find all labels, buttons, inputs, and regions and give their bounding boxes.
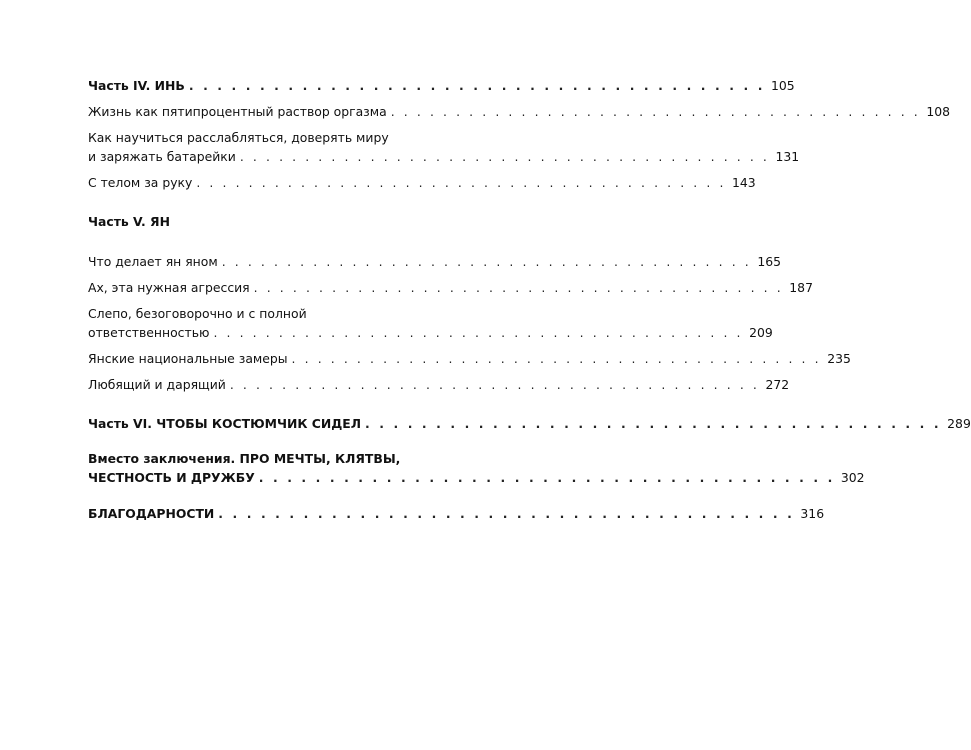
toc-entry-title: Часть IV. ИНЬ xyxy=(88,78,185,93)
toc-entry xyxy=(88,278,813,297)
toc-entry-title: Янские национальные замеры xyxy=(88,351,288,366)
toc-entry-title: и заряжать батарейки xyxy=(88,149,236,164)
toc-entry xyxy=(88,128,800,166)
toc-leader-dots: . . . . . . . . . . . . . . . . . . . . . . . . . . . . . . . . . . . . . . . . . xyxy=(390,104,921,119)
toc-page-number: 302 xyxy=(840,470,865,485)
toc-entry-title: Ах, эта нужная агрессия xyxy=(88,280,250,295)
toc-page-number: 272 xyxy=(765,377,790,392)
toc-entry-title: С телом за руку xyxy=(88,175,193,190)
toc-entry xyxy=(88,252,781,271)
toc-page-number: 235 xyxy=(827,351,851,366)
toc-entry-title: Любящий и дарящий xyxy=(88,377,226,392)
toc-entry-title: ЧЕСТНОСТЬ И ДРУЖБУ xyxy=(88,470,255,485)
toc-leader-dots: . . . . . . . . . . . . . . . . . . . . . . . . . . . . . . . . . . . . . . . . . xyxy=(218,506,795,521)
toc-leader-dots: . . . . . . . . . . . . . . . . . . . . . . . . . . . . . . . . . . . . . . . . . xyxy=(221,254,752,269)
toc-entry-title: Что делает ян яном xyxy=(88,254,218,269)
toc-leader-dots: . . . . . . . . . . . . . . . . . . . . . . . . . . . . . . . . . . . . . . . . . xyxy=(229,377,760,392)
toc-entry-title: БЛАГОДАРНОСТИ xyxy=(88,506,215,521)
toc-page-number: 105 xyxy=(771,78,795,93)
toc-page-number: 209 xyxy=(749,325,773,340)
toc-entry-part-5 xyxy=(88,212,439,231)
toc-entry xyxy=(88,375,790,394)
toc-entry-title-line1: Как научиться расслабляться, доверять миру xyxy=(88,130,389,145)
toc-entry-title: ответственностью xyxy=(88,325,210,340)
toc-page-number: 289 xyxy=(947,416,971,431)
toc-entry-part-6 xyxy=(88,414,971,433)
table-of-contents xyxy=(88,76,971,523)
toc-leader-dots: . . . . . . . . . . . . . . . . . . . . . . . . . . . . . . . . . . . . . . . . . xyxy=(239,149,770,164)
toc-leader-dots: . . . . . . . . . . . . . . . . . . . . . . . . . . . . . . . . . . . . . . . . . xyxy=(258,470,835,485)
toc-entry xyxy=(88,173,756,192)
toc-page-number: 108 xyxy=(926,104,951,119)
toc-page-number: 143 xyxy=(732,175,756,190)
toc-entry xyxy=(88,102,951,121)
toc-leader-dots: . . . . . . . . . . . . . . . . . . . . . . . . . . . . . . . . . . . . . . . . . xyxy=(291,351,822,366)
toc-page-number: 131 xyxy=(775,149,800,164)
toc-page-number: 187 xyxy=(789,280,813,295)
toc-leader-dots: . . . . . . . . . . . . . . . . . . . . . . . . . . . . . . . . . . . . . . . . . xyxy=(365,416,942,431)
toc-leader-dots: . . . . . . . . . . . . . . . . . . . . . . . . . . . . . . . . . . . . . . . . . xyxy=(188,78,765,93)
toc-page-number: 165 xyxy=(757,254,781,269)
toc-leader-dots: . . . . . . . . . . . . . . . . . . . . . . . . . . . . . . . . . . . . . . . . . xyxy=(253,280,784,295)
toc-entry-title-line1: Вместо заключения. ПРО МЕЧТЫ, КЛЯТВЫ, xyxy=(88,451,401,466)
toc-leader-dots: . . . . . . . . . . . . . . . . . . . . . . . . . . . . . . . . . . . . . . . . . xyxy=(196,175,726,190)
toc-entry xyxy=(88,349,851,368)
toc-entry-title-line1: Слепо, безоговорочно и с полной xyxy=(88,306,307,321)
toc-page-number: 316 xyxy=(800,506,825,521)
toc-entry-title: Жизнь как пятипроцентный раствор оргазма xyxy=(88,104,387,119)
toc-entry-title: Часть V. ЯН xyxy=(88,214,170,229)
toc-entry-acknowledgements xyxy=(88,504,825,523)
toc-leader-dots: . . . . . . . . . . . . . . . . . . . . . . . . . . . . . . . . . . . . . . . . . xyxy=(213,325,744,340)
toc-entry-title: Часть VI. ЧТОБЫ КОСТЮМЧИК СИДЕЛ xyxy=(88,416,362,431)
toc-entry-part-4 xyxy=(88,76,795,95)
toc-entry xyxy=(88,304,773,342)
toc-entry-conclusion xyxy=(88,449,865,487)
